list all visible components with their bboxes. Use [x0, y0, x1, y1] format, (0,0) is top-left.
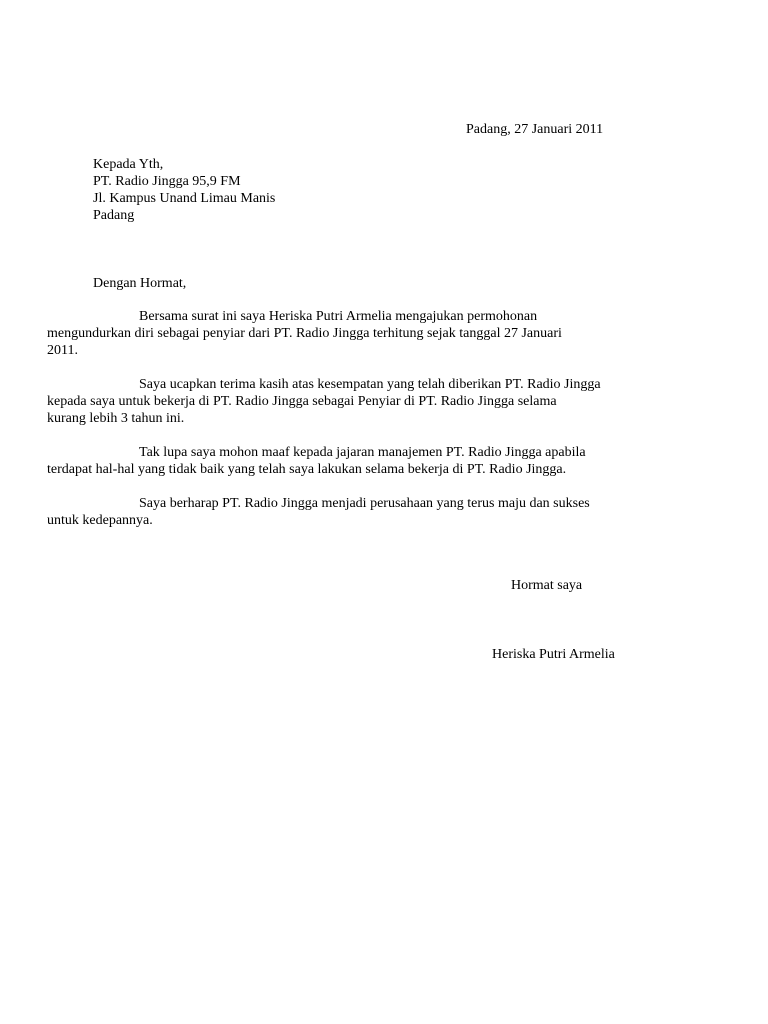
paragraph-line: Saya berharap PT. Radio Jingga menjadi perusahaan yang terus maju dan sukses: [139, 496, 590, 511]
paragraph-line: Saya ucapkan terima kasih atas kesempatan yang telah diberikan PT. Radio Jingga: [139, 377, 601, 392]
paragraph-line: 2011.: [47, 343, 78, 358]
recipient-address: [93, 156, 275, 224]
paragraph-line: Bersama surat ini saya Heriska Putri Armelia mengajukan permohonan: [139, 309, 538, 324]
paragraph: [47, 495, 683, 529]
paragraph-line: kepada saya untuk bekerja di PT. Radio Jingga sebagai Penyiar di PT. Radio Jingga selama: [47, 394, 557, 409]
paragraph-line: Tak lupa saya mohon maaf kepada jajaran manajemen PT. Radio Jingga apabila: [139, 445, 586, 460]
recipient-line: Jl. Kampus Unand Limau Manis: [93, 191, 276, 206]
paragraph-line: mengundurkan diri sebagai penyiar dari PT. Radio Jingga terhitung sejak tanggal 27 Januari: [47, 326, 562, 341]
recipient-line: Kepada Yth,: [93, 157, 164, 172]
signer-name: Heriska Putri Armelia: [492, 647, 615, 662]
closing: Hormat saya: [511, 578, 583, 593]
paragraph: [47, 444, 683, 478]
recipient-line: PT. Radio Jingga 95,9 FM: [93, 174, 241, 189]
salutation: Dengan Hormat,: [93, 276, 187, 291]
paragraph: [47, 308, 683, 359]
recipient-line: Padang: [93, 208, 135, 223]
paragraph-line: untuk kedepannya.: [47, 513, 153, 528]
letter-body: [47, 308, 683, 546]
place-date: Padang, 27 Januari 2011: [466, 122, 604, 137]
paragraph: [47, 376, 683, 427]
paragraph-line: terdapat hal-hal yang tidak baik yang telah saya lakukan selama bekerja di PT. Radio Jingga.: [47, 462, 567, 477]
paragraph-line: kurang lebih 3 tahun ini.: [47, 411, 185, 426]
